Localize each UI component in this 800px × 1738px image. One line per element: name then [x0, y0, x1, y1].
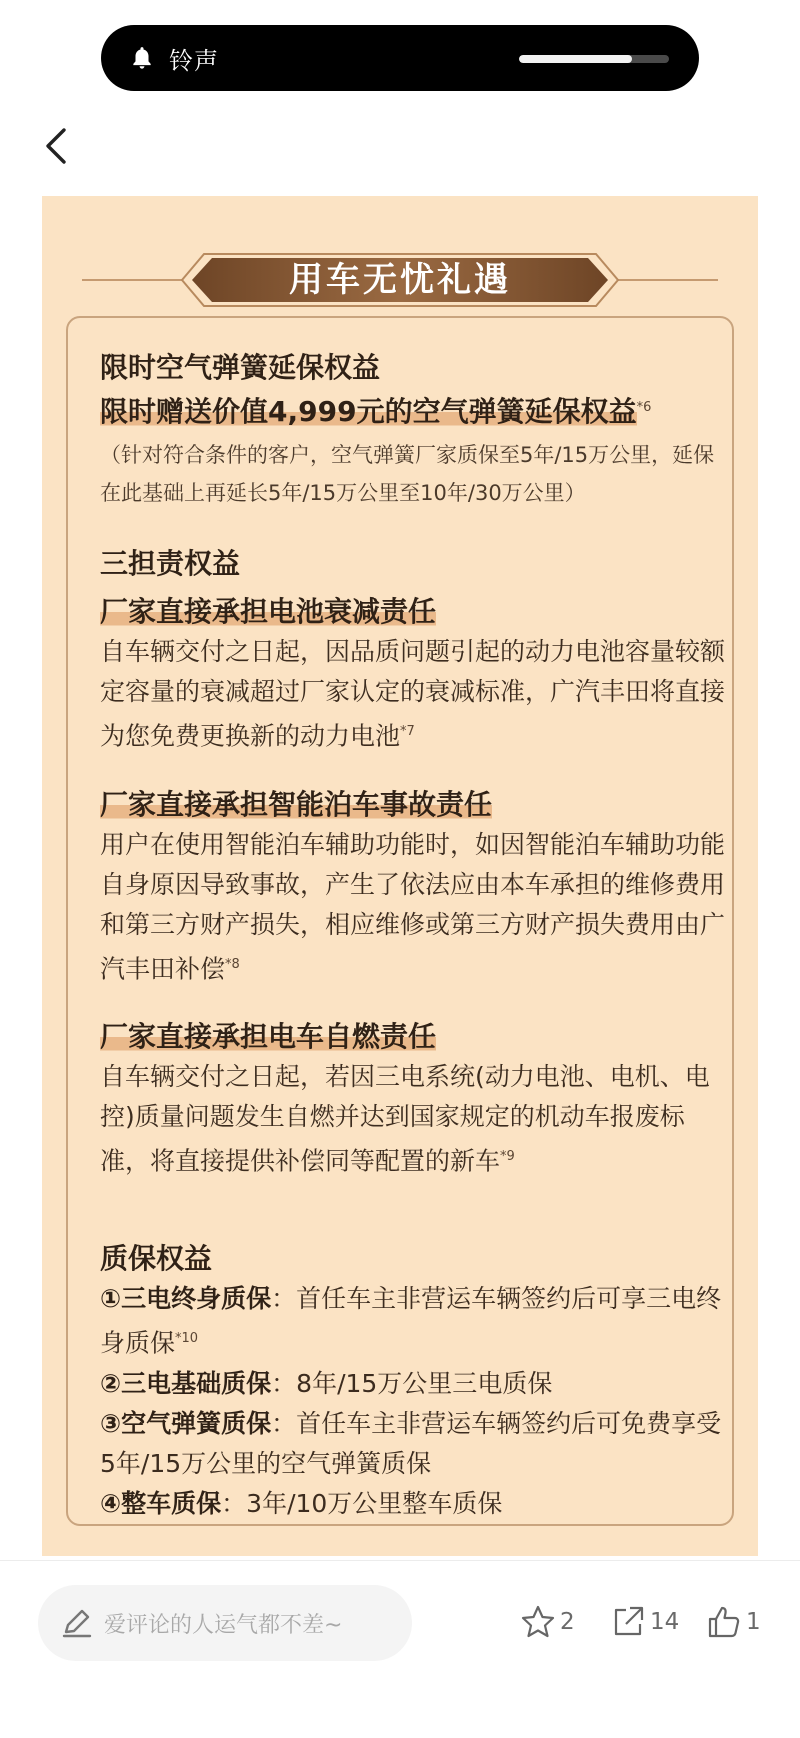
promo-card	[42, 196, 758, 1556]
air-spring-note: （针对符合条件的客户，空气弹簧厂家质保至5年/15万公里，延保在此基础上再延长5年/15万公里至10年/30万公里）	[100, 443, 715, 506]
notification-pill	[101, 25, 699, 91]
footnote-mark: *9	[500, 1148, 515, 1164]
like-button[interactable]	[706, 1602, 761, 1642]
warranty-item: ②三电基础质保：8年/15万公里三电质保	[100, 1368, 553, 1398]
air-spring-title: 限时空气弹簧延保权益	[100, 351, 381, 384]
like-count: 1	[746, 1609, 761, 1635]
warranty-title: 质保权益	[100, 1242, 213, 1276]
comment-placeholder: 爱评论的人运气都不差~	[104, 1612, 343, 1638]
share-button[interactable]	[610, 1602, 679, 1642]
footnote-mark: *8	[225, 956, 240, 972]
chevron-left-icon	[40, 124, 76, 168]
card-content	[100, 348, 730, 1524]
banner-title: 用车无忧礼遇	[289, 260, 511, 300]
three-duties-title: 三担责权益	[100, 547, 241, 581]
footnote-mark: *7	[400, 724, 415, 740]
volume-slider-fill	[519, 55, 632, 63]
comment-input[interactable]	[38, 1585, 412, 1661]
duty-text-battery: 自车辆交付之日起，因品质问题引起的动力电池容量较额定容量的衰减超过厂家认定的衰减标准，广汽丰田将直接为您免费更换新的动力电池	[100, 637, 726, 751]
thumbs-up-icon	[706, 1604, 742, 1640]
notification-label: 铃声	[169, 46, 219, 75]
star-icon	[520, 1604, 556, 1640]
volume-slider[interactable]	[519, 55, 669, 63]
warranty-item: ③空气弹簧质保：首任车主非营运车辆签约后可免费享受5年/15万公里的空气弹簧质保	[100, 1408, 722, 1478]
warranty-item: ①三电终身质保：首任车主非营运车辆签约后可享三电终身质保$^{*10}$	[100, 1284, 722, 1358]
star-button[interactable]	[520, 1602, 575, 1642]
duty-heading-battery: 厂家直接承担电池衰减责任	[100, 595, 437, 629]
duty-text-fire: 自车辆交付之日起，若因三电系统(动力电池、电机、电控)质量问题发生自燃并达到国家规定的机动车报废标准，将直接提供补偿同等配置的新车	[100, 1061, 710, 1176]
bottom-divider	[0, 1560, 800, 1561]
share-icon	[610, 1604, 646, 1640]
share-count: 14	[650, 1609, 680, 1635]
back-button[interactable]	[40, 124, 76, 168]
bell-icon	[129, 45, 155, 71]
duty-heading-parking: 厂家直接承担智能泊车事故责任	[100, 787, 493, 821]
duty-text-parking: 用户在使用智能泊车辅助功能时，如因智能泊车辅助功能自身原因导致事故，产生了依法应由本车承担的维修费用和第三方财产损失，相应维修或第三方财产损失费用由广汽丰田补偿	[100, 829, 726, 983]
duty-heading-fire: 厂家直接承担电车自燃责任	[100, 1019, 437, 1053]
warranty-item: ④整车质保：3年/10万公里整车质保	[100, 1488, 503, 1518]
footnote-mark: *6	[636, 400, 652, 415]
star-count: 2	[560, 1609, 575, 1635]
air-spring-highlight: 限时赠送价值4,999元的空气弹簧延保权益	[100, 395, 637, 429]
banner	[42, 250, 758, 310]
pencil-icon	[60, 1606, 94, 1640]
